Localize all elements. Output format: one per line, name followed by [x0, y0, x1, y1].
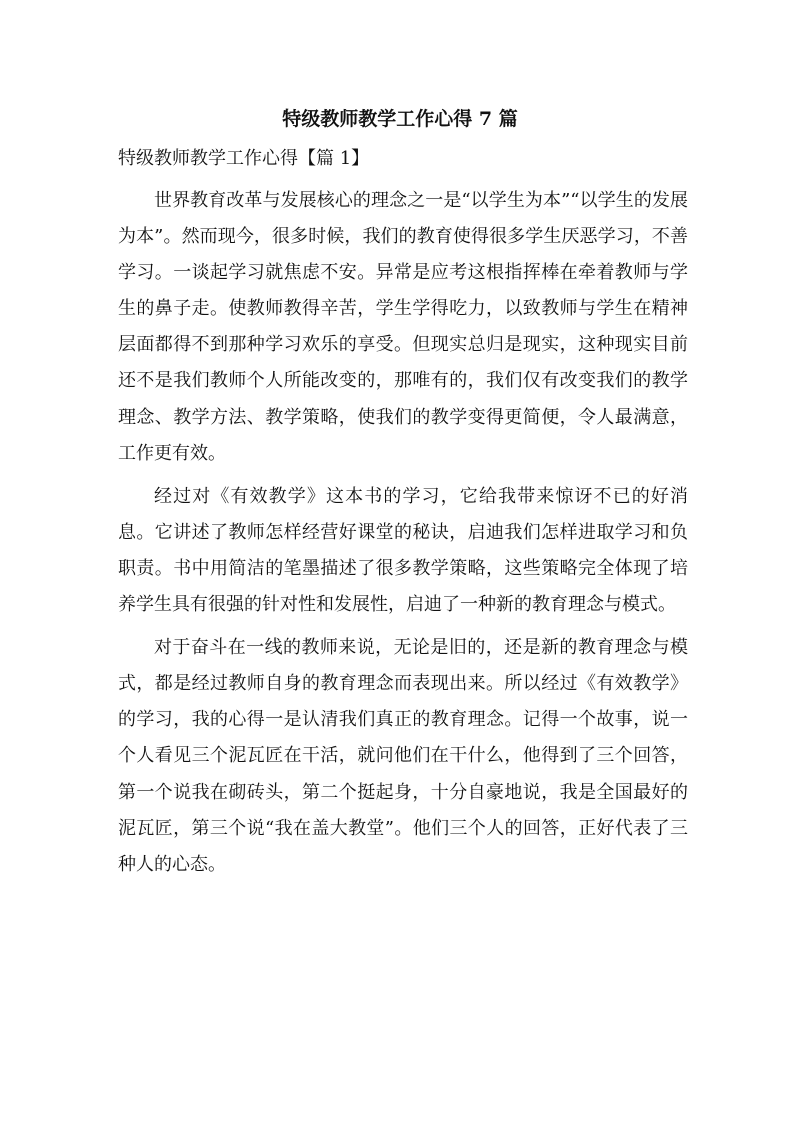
section-title: 特级教师教学工作心得【篇 1】 — [118, 148, 370, 169]
document-body — [118, 142, 688, 883]
paragraph-1: 世界教育改革与发展核心的理念之一是“以学生为本”“以学生的发展为本”。然而现今，很多时候，我们的教育使得很多学生厌恶学习，不善学习。一谈起学习就焦虑不安。异常是应考这根指挥棒在牵着教师与学生的鼻子走。使教师教得辛苦，学生学得吃力，以致教师与学生在精神层面都得不到那种学习欢乐的享受。但现实总归是现实，这种现实目前还不是我们教师个人所能改变的，那唯有的，我们仅有改变我们的教学理念、教学方法、教学策略，使我们的教学变得更简便，令人最满意，工作更有效。 — [118, 190, 688, 464]
document-title: 特级教师教学工作心得 7 篇 — [282, 108, 518, 130]
paragraph-2: 经过对《有效教学》这本书的学习，它给我带来惊讶不已的好消息。它讲述了教师怎样经营好课堂的秘诀，启迪我们怎样进取学习和负职责。书中用简洁的笔墨描述了很多教学策略，这些策略完全体现了培养学生具有很强的针对性和发展性，启迪了一种新的教育理念与模式。 — [118, 485, 688, 616]
paragraph-3: 对于奋斗在一线的教师来说，无论是旧的，还是新的教育理念与模式，都是经过教师自身的教育理念而表现出来。所以经过《有效教学》的学习，我的心得一是认清我们真正的教育理念。记得一个故事，说一个人看见三个泥瓦匠在干活，就问他们在干什么，他得到了三个回答，第一个说我在砌砖头，第二个挺起身，十分自豪地说，我是全国最好的泥瓦匠，第三个说“我在盖大教堂”。他们三个人的回答，正好代表了三种人的心态。 — [118, 637, 688, 875]
